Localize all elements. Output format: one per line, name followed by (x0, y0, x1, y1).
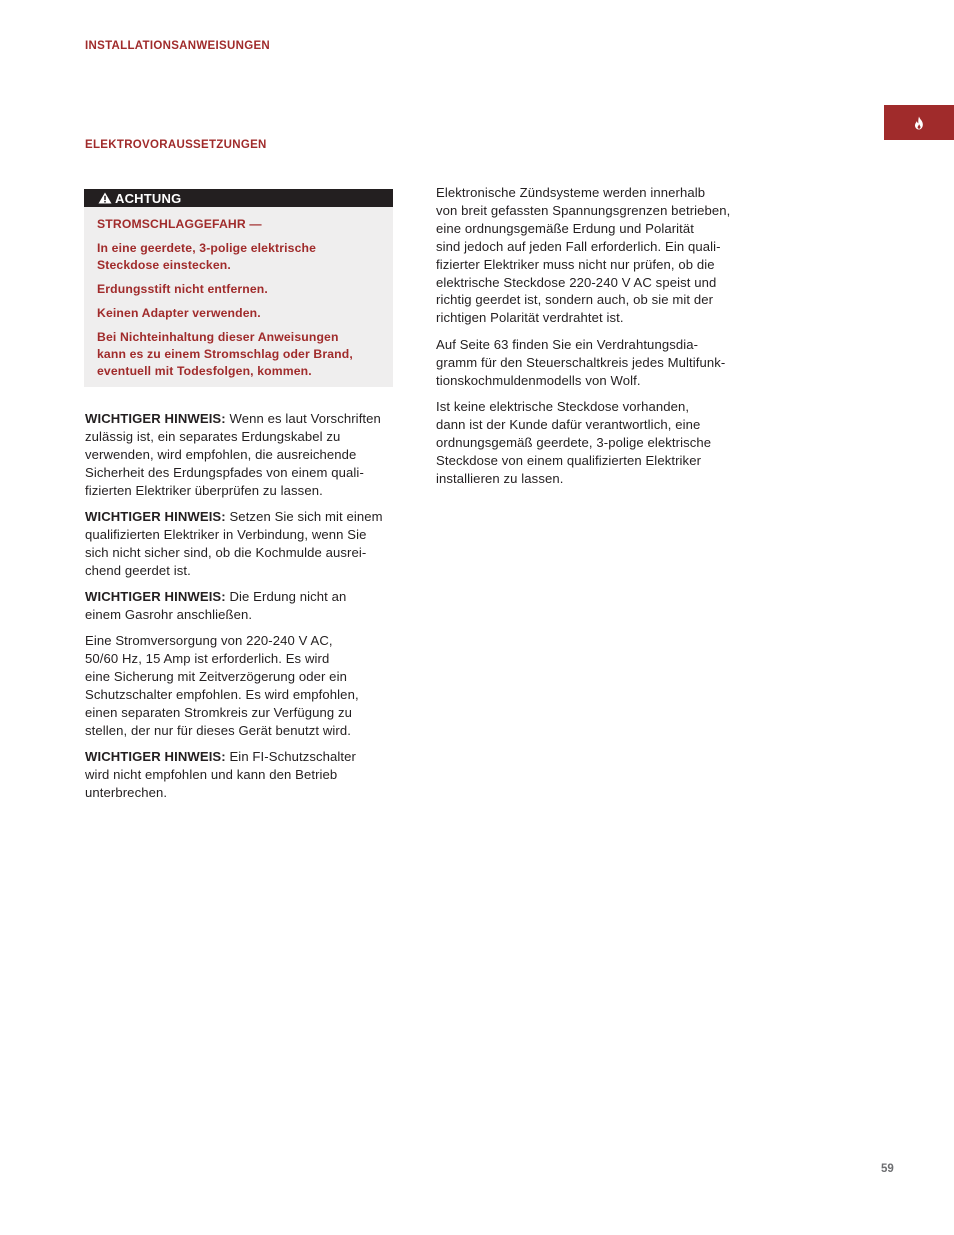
warning-item: Bei Nichteinhaltung dieser Anweisungen kann es zu einem Stromschlag oder Brand, eventuell mit Todesfolgen, kommen. (97, 330, 353, 378)
page-number: 59 (881, 1163, 894, 1175)
warning-triangle-icon (98, 192, 112, 204)
note-lead: WICHTIGER HINWEIS: (85, 589, 226, 605)
warning-body (84, 207, 393, 380)
warning-label: ACHTUNG (115, 190, 182, 206)
note-lead: WICHTIGER HINWEIS: (85, 411, 226, 426)
paragraph: Ist keine elektrische Steckdose vorhanden, dann ist der Kunde dafür verantwortlich, eine ordnungsgemäß geerdete, 3-polige elektrische Steckdose von einem qualifizierten Elektriker installieren zu lassen. (436, 398, 712, 486)
warning-box (84, 189, 393, 387)
note-text: Wenn es laut Vorschriften zulässig ist, ein separates Erdungskabel zu verwenden, wird empfohlen, die ausreichende Sicherheit des Erdungspfades von einem quali- fizierten Elektriker überprüfen zu lassen. (85, 411, 381, 498)
warning-item: Keinen Adapter verwenden. (97, 306, 261, 320)
warning-item: STROMSCHLAGGEFAHR — (97, 217, 262, 231)
note-text: Die Erdung nicht an einem Gasrohr anschließen. (85, 589, 347, 623)
note-text: Eine Stromversorgung von 220-240 V AC, 50/60 Hz, 15 Amp ist erforderlich. Es wird eine Sicherung mit Zeitverzögerung oder ein Schutzschalter empfohlen. Es wird empfohlen, einen separaten Stromkreis zur Verfügung zu stellen, der nur für dieses Gerät benutzt wird. (85, 633, 359, 738)
paragraph (85, 588, 415, 624)
note-text: Ein FI-Schutzschalter wird nicht empfohlen und kann den Betrieb unterbrechen. (85, 749, 357, 801)
paragraph (85, 632, 415, 739)
paragraph: Auf Seite 63 finden Sie ein Verdrahtungsdia- gramm für den Steuerschaltkreis jedes Multifunk- tionskochmuldenmodells von Wolf. (436, 336, 726, 388)
flame-icon (913, 116, 925, 130)
paragraph (85, 410, 415, 500)
note-text: Setzen Sie sich mit einem qualifizierten Elektriker in Verbindung, wenn Sie sich nicht sicher sind, ob die Kochmulde ausrei- chend geerdet ist. (85, 509, 383, 578)
note-lead: WICHTIGER HINWEIS: (85, 509, 226, 525)
left-column (85, 410, 415, 811)
page-title: ELEKTROVORAUSSETZUNGEN (85, 139, 267, 151)
section-header: INSTALLATIONSANWEISUNGEN (85, 40, 271, 52)
paragraph (85, 748, 415, 802)
right-column (436, 184, 766, 496)
warning-item: In eine geerdete, 3-polige elektrische Steckdose einstecken. (97, 241, 317, 272)
side-tab (884, 105, 954, 140)
paragraph (85, 508, 415, 580)
note-lead: WICHTIGER HINWEIS: (85, 749, 226, 765)
paragraph: Elektronische Zündsysteme werden innerhalb von breit gefassten Spannungsgrenzen betrieben, eine ordnungsgemäße Erdung und Polarität sind jedoch auf jeden Fall erforderlich. Ein quali- fizierter Elektriker muss nicht nur prüfen, ob die elektrische Steckdose 220-240 V AC speist und richtig geerdet ist, sondern auch, ob sie mit der richtigen Polarität verdrahtet ist. (436, 185, 731, 326)
warning-header (84, 189, 393, 207)
warning-item: Erdungsstift nicht entfernen. (97, 282, 268, 296)
